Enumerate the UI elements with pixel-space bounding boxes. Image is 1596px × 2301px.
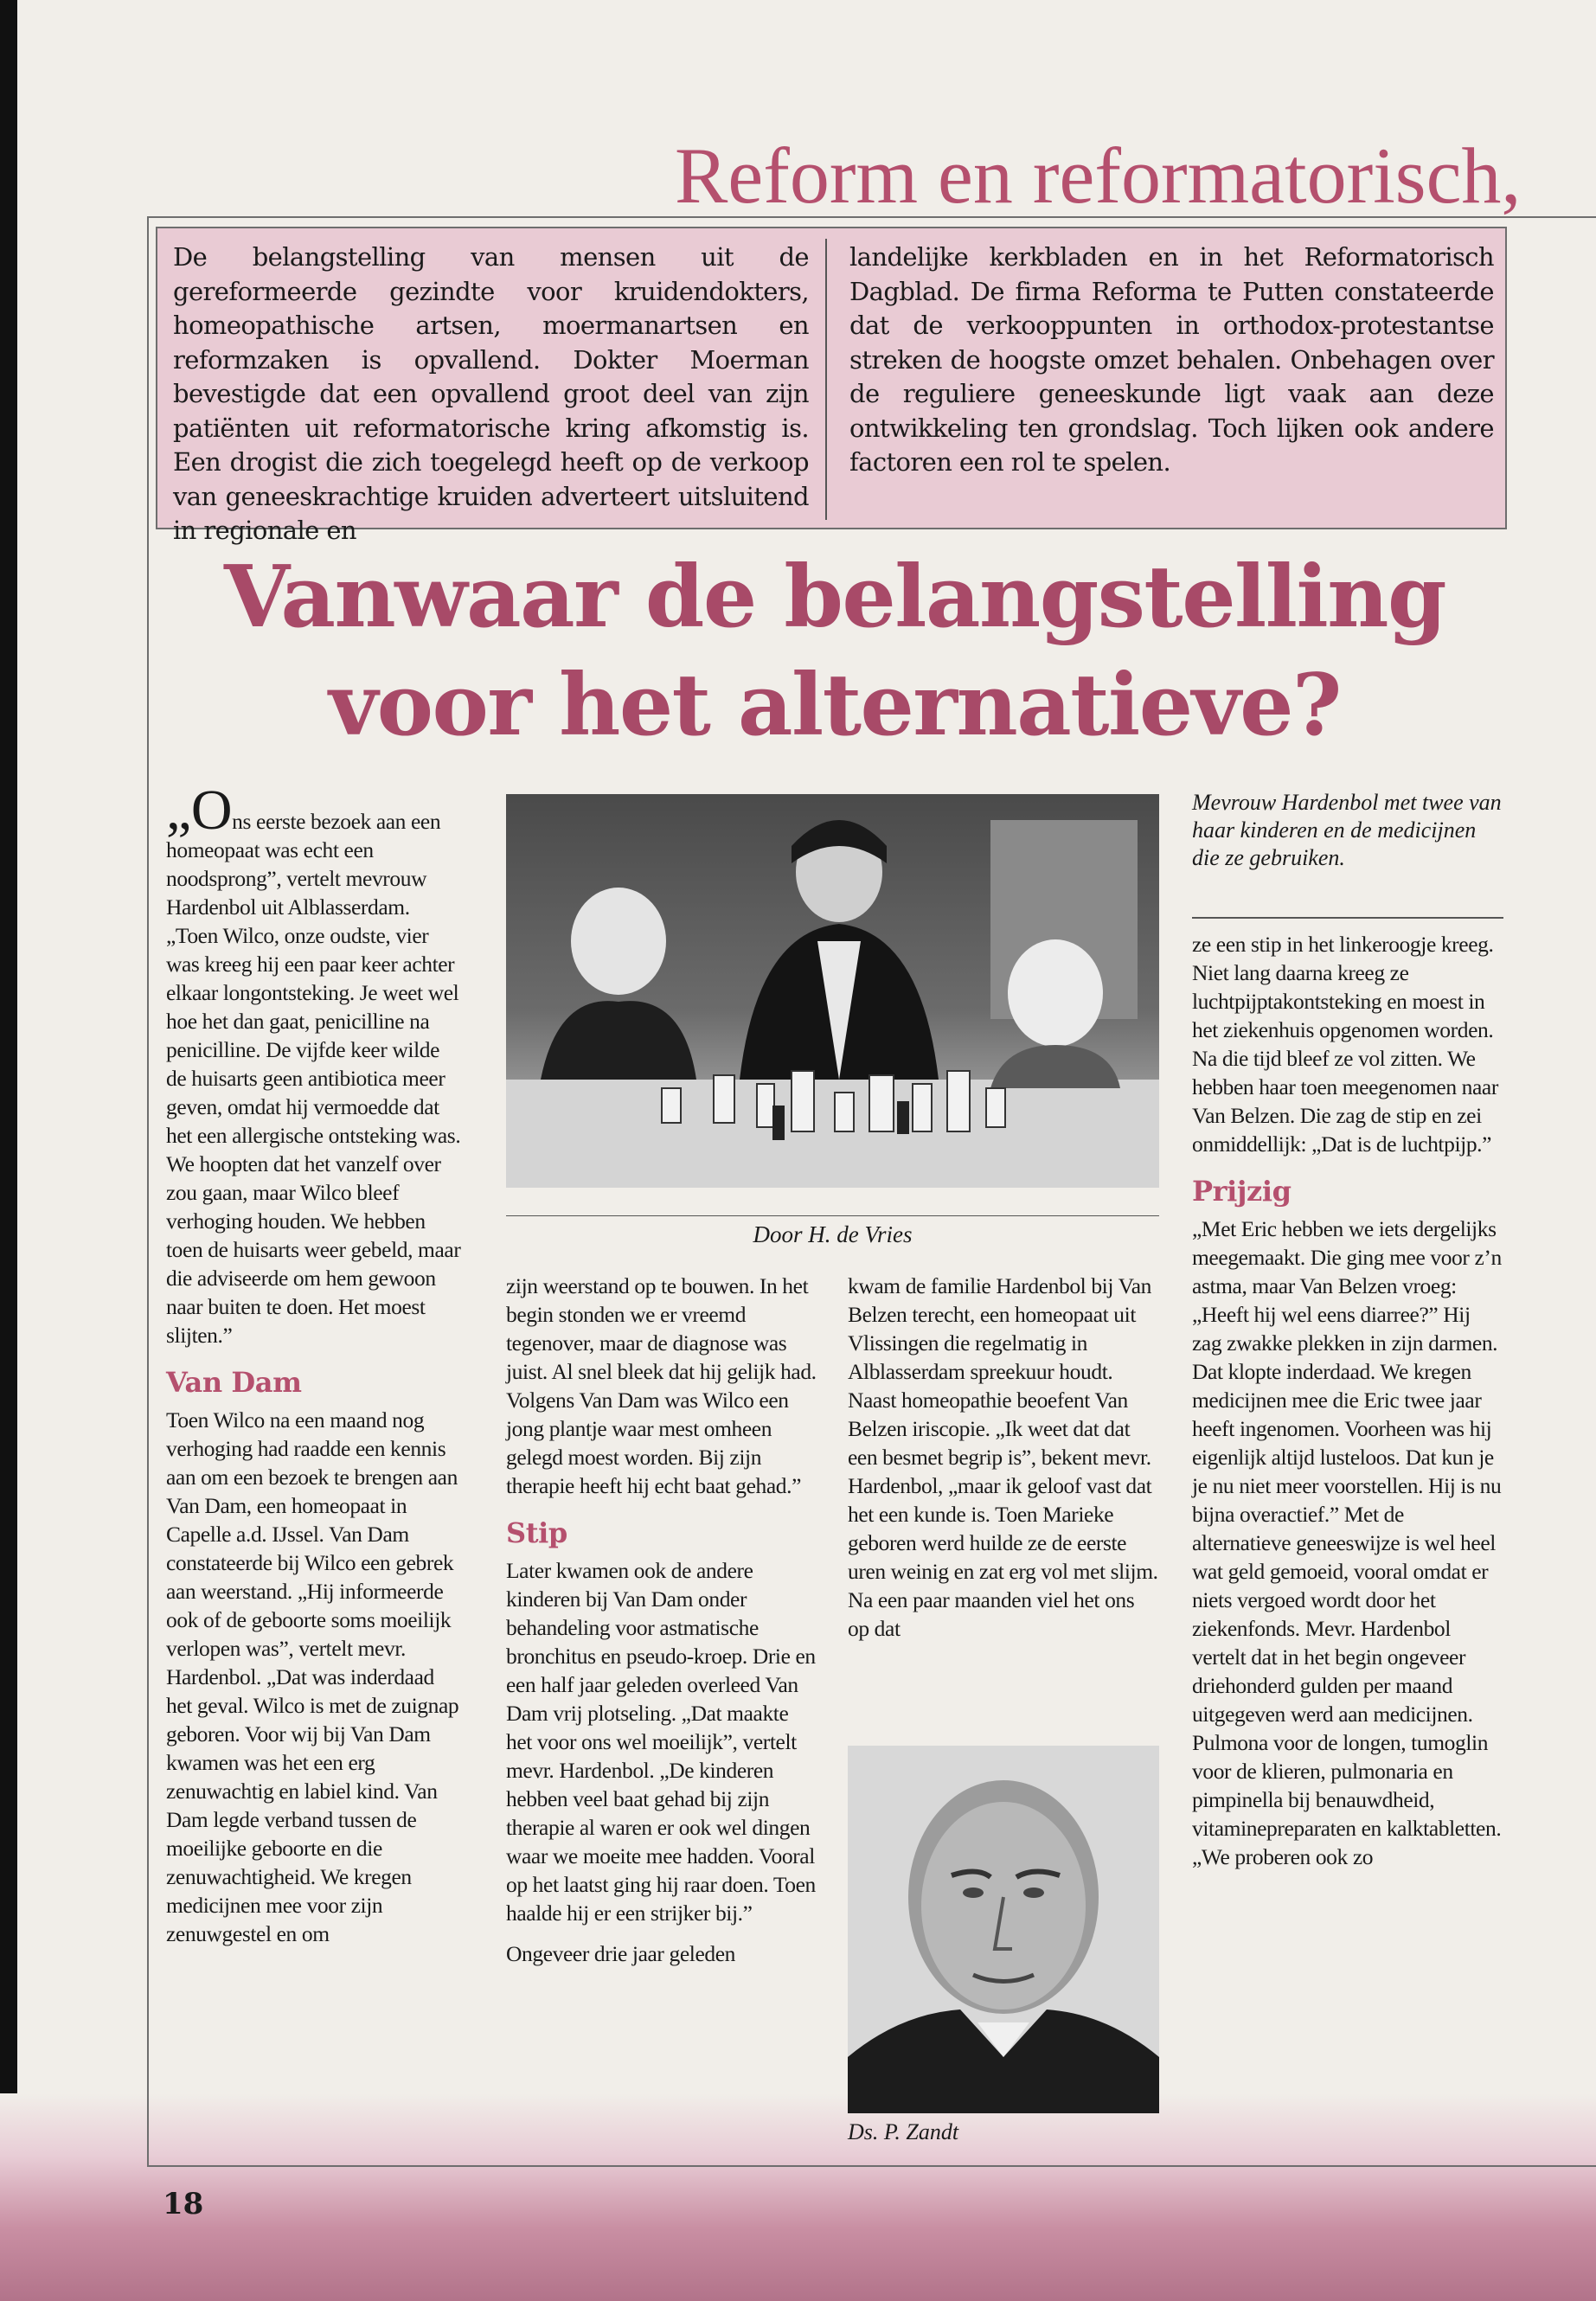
drop-cap: „O <box>166 779 233 842</box>
text-column-4 <box>1192 930 1503 1883</box>
page-number: 18 <box>163 2187 204 2221</box>
column-4-paragraph-2: „Met Eric hebben we iets dergelijks meegemaakt. Die ging mee voor z’n astma, maar Van Belzen vroeg: „Heeft hij wel eens diarree?” Hij zag zwakke plekken in zijn darmen. Dat klopte inderdaad. We kregen medicijnen mee die Eric twee jaar heeft ingenomen. Voorheen was hij eigenlijk altijd lusteloos. Dat kun je je nu niet meer voorstellen. Hij is nu bijna overactief.” Met de alternatieve geneeswijze is wel heel wat geld gemoeid, vooral omdat er niets vergoed wordt door het ziekenfonds. Mevr. Hardenbol vertelt dat in het begin ongeveer driehonderd gulden per maand uitgegeven werd aan medicijnen. Pulmona voor de longen, tumoglin voor de klieren, pulmonaria en pimpinella bij benauwdheid, vitaminepreparaten en kalktabletten. „We proberen ook zo <box>1192 1216 1502 1869</box>
running-head: Reform en reformatorisch, <box>675 131 1522 220</box>
photo-credit: Door H. de Vries <box>506 1215 1159 1248</box>
family-photo <box>506 794 1159 1188</box>
subhead-van-dam: Van Dam <box>166 1366 302 1399</box>
headline-line-2: voor het alternatieve? <box>329 656 1341 755</box>
headline <box>156 543 1514 760</box>
family-photo-caption: Mevrouw Hardenbol met twee van haar kinderen en de medicijnen die ze gebruiken. <box>1192 790 1502 870</box>
subhead-stip: Stip <box>506 1516 567 1549</box>
column-1-paragraph-1 <box>166 779 465 1349</box>
column-2-paragraph-1: zijn weerstand op te bouwen. In het begin stonden we er vreemd tegenover, maar de diagnose was juist. Al snel bleek dat hij gelijk had. Volgens Van Dam was Wilco een jong plantje waar mest omheen gelegd moest worden. Bij zijn therapie heeft hij echt baat gehad.” <box>506 1273 817 1498</box>
portrait-illustration <box>848 1746 1159 2113</box>
column-4-paragraph-1: ze een stip in het linkeroogje kreeg. Niet lang daarna kreeg ze luchtpijptakontsteking en moest in het ziekenhuis opgenomen worden. Na die tijd bleef ze vol zitten. We hebben haar toen meegenomen naar Van Belzen. Die zag de stip en zei onmiddellijk: „Dat is de luchtpijp.” <box>1192 932 1498 1157</box>
intro-column-1: De belangstelling van mensen uit de gereformeerde gezindte voor kruidendokters, homeopathische artsen, moermanartsen en reformzaken is opvallend. Dokter Moerman bevestigde dat een opvallend groot deel van zijn patiënten uit reformatorische kring afkomstig is. Een drogist die zich toegelegd heeft op de verkoop van geneeskrachtige kruiden adverteert uitsluitend in regionale en <box>173 242 809 545</box>
text-column-3 <box>848 1272 1159 1655</box>
caption-divider <box>1192 917 1503 919</box>
text-column-2 <box>506 1272 817 1980</box>
intro-divider <box>825 239 827 520</box>
column-2-paragraph-3: Ongeveer drie jaar geleden <box>506 1941 735 1966</box>
intro-column-2: landelijke kerkbladen en in het Reformatorisch Dagblad. De firma Reforma te Putten constateerde dat de verkooppunten in orthodox-protestantse streken de hoogste omzet behalen. Onbehagen over de reguliere geneeskunde ligt vaak aan deze ontwikkeling ten grondslag. Toch lijken ook andere factoren een rol te spelen. <box>849 242 1494 477</box>
column-3-paragraph-1: kwam de familie Hardenbol bij Van Belzen terecht, een homeopaat uit Vlissingen die regelmatig in Alblasserdam spreekuur houdt. Naast homeopathie beoefent Van Belzen iriscopie. „Ik weet dat dat een besmet begrip is”, bekent mevr. Hardenbol, „maar ik geloof vast dat het een kunde is. Toen Marieke geboren werd huilde ze de eerste uren weinig en zat erg vol met slijm. Na een paar maanden viel het ons op dat <box>848 1273 1158 1641</box>
headline-line-1: Vanwaar de belangstelling <box>223 548 1446 647</box>
text-column-1 <box>166 779 465 1960</box>
family-photo-illustration <box>506 794 1159 1188</box>
binding-spine <box>0 0 17 2301</box>
column-1-paragraph-2: Toen Wilco na een maand nog verhoging had raadde een kennis aan om een bezoek te brengen aan Van Dam, een homeopaat in Capelle a.d. IJssel. Van Dam constateerde bij Wilco een gebrek aan weerstand. „Hij informeerde ook of de geboorte soms moeilijk verlopen was”, vertelt mevr. Hardenbol. „Dat was inderdaad het geval. Wilco is met de zuignap geboren. Voor wij bij Van Dam kwamen was het een erg zenuwachtig en labiel kind. Van Dam legde verband tussen de moeilijke geboorte en die zenuwachtigheid. We kregen medicijnen mee voor zijn zenuwgestel en om <box>166 1407 459 1946</box>
column-1-paragraph-1-text: ns eerste bezoek aan een homeopaat was echt een noodsprong”, vertelt mevrouw Hardenbol uit Alblasserdam. „Toen Wilco, onze oudste, vier was kreeg hij een paar keer achter elkaar longontsteking. Je weet wel hoe het dan gaat, penicilline na penicilline. De vijfde keer wilde de huisarts geen antibiotica meer geven, omdat hij vermoedde dat het een allergische ontsteking was. We hoopten dat het vanzelf over zou gaan, maar Wilco bleef verhoging houden. We hebben toen de huisarts weer gebeld, maar die adviseerde om hem gewoon naar buiten te doen. Het moest slijten.” <box>166 809 461 1348</box>
subhead-prijzig: Prijzig <box>1192 1175 1292 1208</box>
portrait-photo <box>848 1746 1159 2113</box>
intro-box <box>156 227 1507 545</box>
portrait-caption: Ds. P. Zandt <box>848 2119 959 2144</box>
column-2-paragraph-2: Later kwamen ook de andere kinderen bij Van Dam onder behandeling voor astmatische bronchitus en pseudo-kroep. Drie en een half jaar geleden overleed Van Dam vrij plotseling. „Dat maakte het voor ons wel moeilijk”, vertelt mevr. Hardenbol. „De kinderen hebben veel baat gehad bij zijn therapie al waren er ook wel dingen waar we moeite mee hadden. Vooral op het laatst ging hij raar doen. Toen haalde hij er een strijker bij.” <box>506 1558 816 1926</box>
